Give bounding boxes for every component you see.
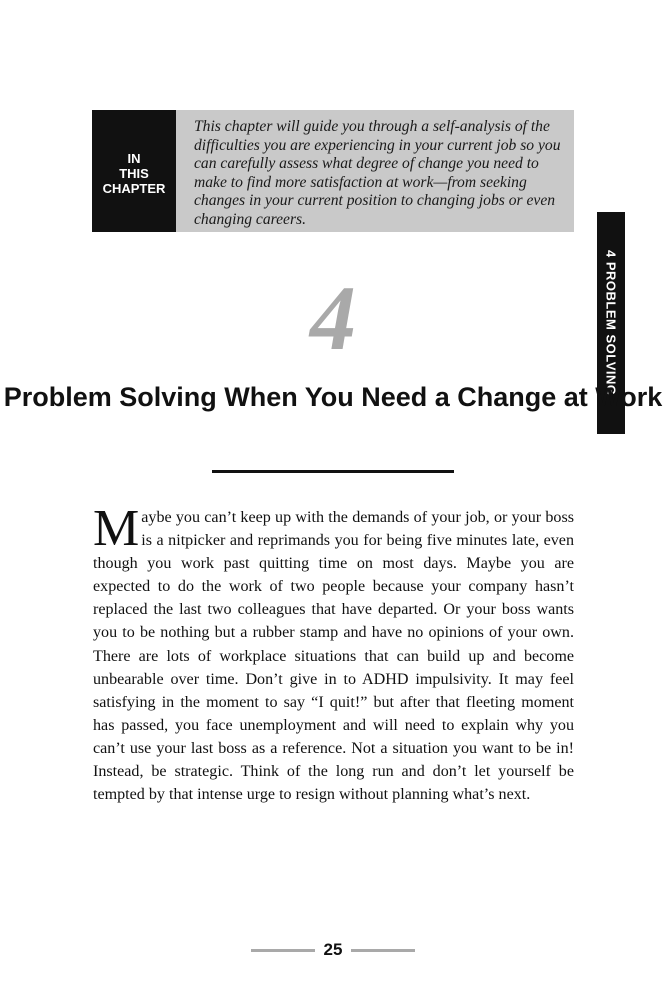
in-this-chapter-label [92, 110, 176, 232]
body-text: aybe you can’t keep up with the demands of your job, or your boss is a nitpicker and reprimands you for being five minutes late, even though you work past quitting time on most days. Maybe you are expected to do the work of two people because your company hasn’t replaced the last two colleagues that have departed. Or your boss wants you to be nothing but a rubber stamp and have no opinions of your own. There are lots of workplace situations that can build up and become unbearable over time. Don’t give in to ADHD impulsivity. It may feel satisfying in the moment to say “I quit!” but after that fleeting moment has passed, you face unemployment and will need to explain why you can’t use your last boss as a reference. Not a situation you want to be in! Instead, be strategic. Think of the long run and don’t let yourself be tempted by that intense urge to resign without planning what’s next. [93, 509, 574, 804]
chapter-title: Problem Solving When You Need a Change at Work [3, 382, 663, 412]
chapter-number: 4 [310, 267, 356, 369]
footer-rule-right [351, 949, 415, 952]
drop-cap: M [93, 500, 140, 557]
body-paragraph [93, 500, 574, 806]
in-this-chapter-box [92, 110, 574, 232]
page-number: 25 [323, 940, 343, 959]
label-line-in: IN [127, 150, 141, 166]
label-line-chapter: CHAPTER [102, 180, 166, 196]
title-divider [212, 470, 454, 473]
side-tab-label: 4 PROBLEM SOLVING [603, 250, 619, 396]
label-line-this: THIS [119, 165, 149, 181]
page-footer [0, 940, 666, 960]
footer-rule-left [251, 949, 315, 952]
chapter-summary: This chapter will guide you through a self-analysis of the difficulties you are experiencing in your current job so you can carefully assess what degree of change you need to make to find more satisfaction at work—from seeking changes in your current position to changing jobs or even changing careers. [176, 110, 574, 232]
